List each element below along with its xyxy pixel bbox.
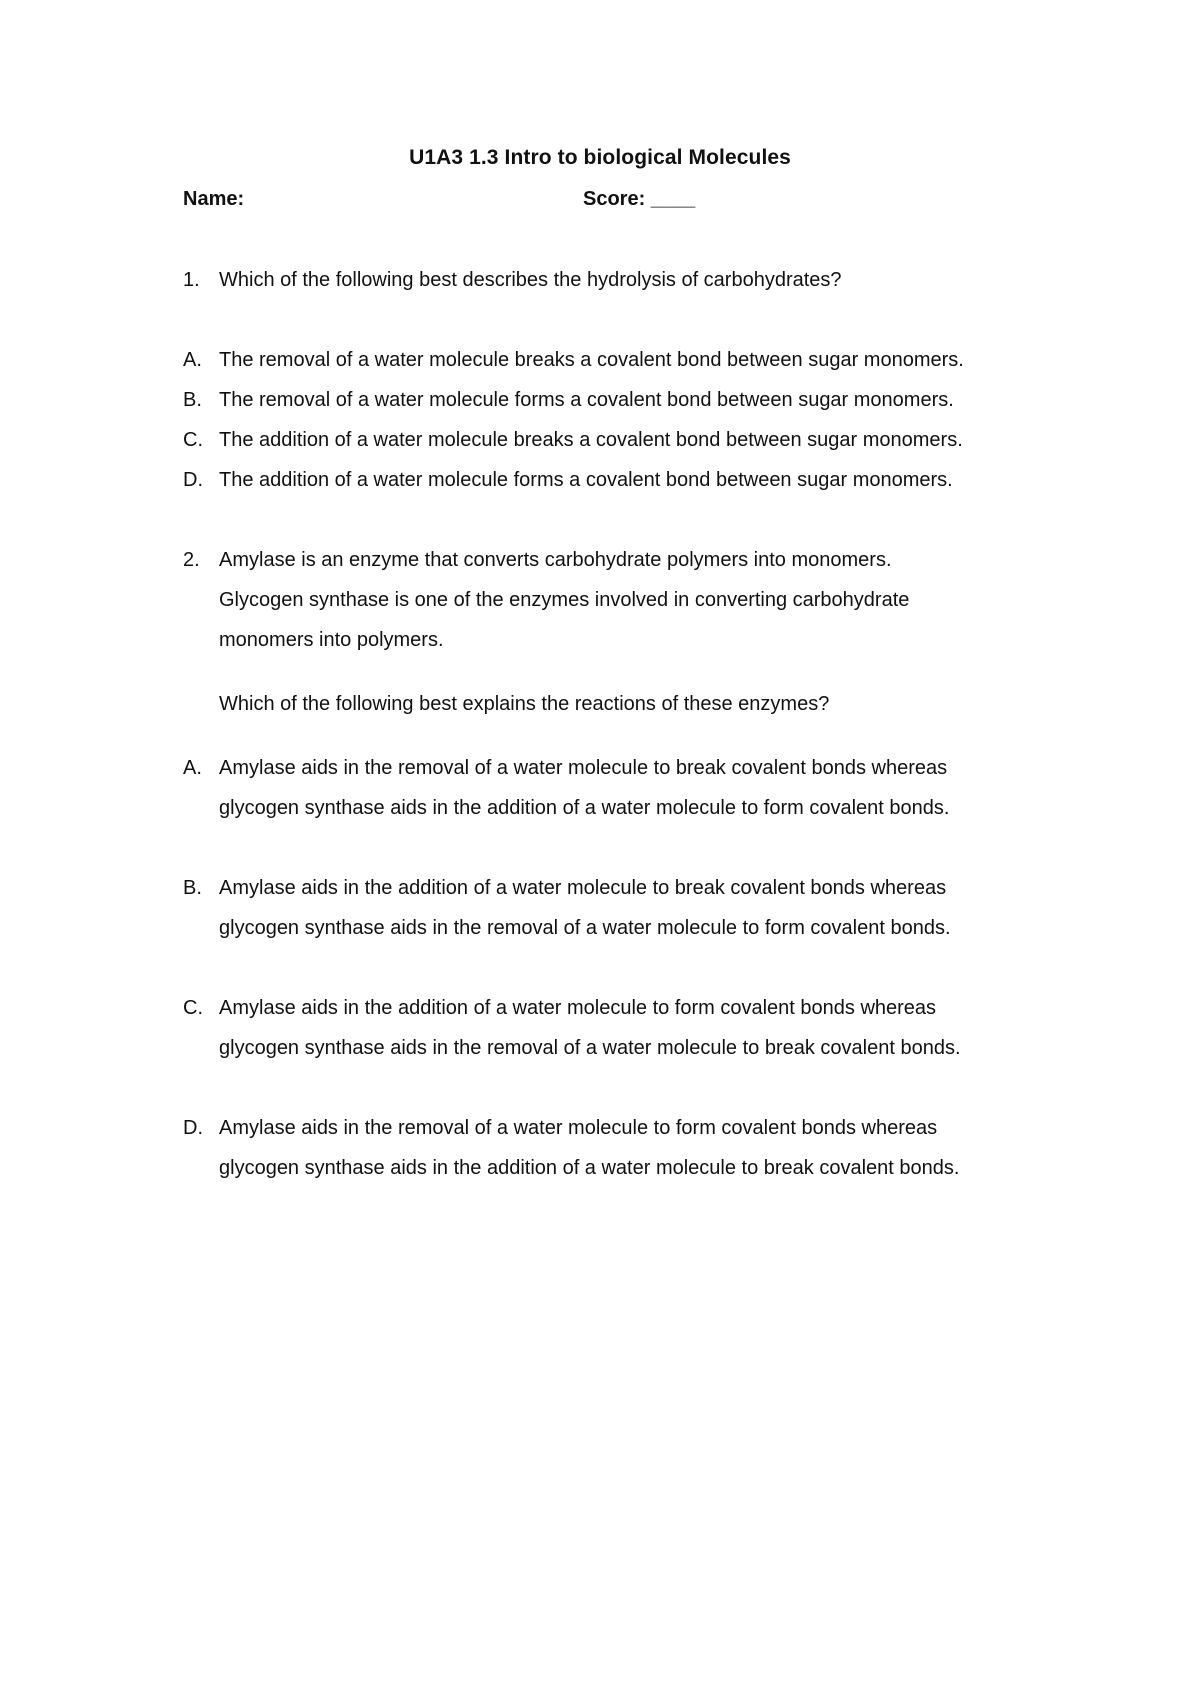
name-score-row bbox=[183, 188, 743, 211]
question-1-option-a bbox=[183, 340, 1063, 380]
question-2-option-c bbox=[183, 988, 1063, 1068]
option-letter: C. bbox=[183, 997, 203, 1019]
option-text-line: Amylase aids in the removal of a water molecule to form covalent bonds whereas bbox=[219, 1117, 938, 1139]
question-1-option-b bbox=[183, 380, 1063, 420]
option-letter: D. bbox=[183, 1117, 203, 1139]
question-1-number: 1. bbox=[183, 269, 200, 291]
question-1-prompt bbox=[183, 260, 1063, 300]
option-text: The addition of a water molecule breaks a covalent bond between sugar monomers. bbox=[219, 429, 963, 451]
page-title: U1A3 1.3 Intro to biological Molecules bbox=[409, 146, 791, 169]
option-letter: A. bbox=[183, 757, 202, 779]
option-text-line: glycogen synthase aids in the addition of a water molecule to form covalent bonds. bbox=[219, 797, 950, 819]
option-text-line: glycogen synthase aids in the addition of a water molecule to break covalent bonds. bbox=[219, 1157, 960, 1179]
question-2-text-line: Glycogen synthase is one of the enzymes involved in converting carbohydrate bbox=[219, 589, 910, 611]
option-text: The removal of a water molecule forms a covalent bond between sugar monomers. bbox=[219, 389, 954, 411]
name-label: Name: bbox=[183, 188, 245, 210]
option-letter: C. bbox=[183, 429, 203, 451]
option-text-line: Amylase aids in the addition of a water molecule to form covalent bonds whereas bbox=[219, 997, 937, 1019]
question-2-prompt bbox=[183, 540, 1063, 660]
option-text-line: glycogen synthase aids in the removal of a water molecule to form covalent bonds. bbox=[219, 917, 951, 939]
question-2-option-d bbox=[183, 1108, 1063, 1188]
question-1-option-c bbox=[183, 420, 1063, 460]
option-letter: B. bbox=[183, 389, 202, 411]
option-letter: A. bbox=[183, 349, 202, 371]
option-letter: D. bbox=[183, 469, 203, 491]
question-2-option-a bbox=[183, 748, 1063, 828]
option-text: The removal of a water molecule breaks a covalent bond between sugar monomers. bbox=[219, 349, 964, 371]
question-2-number: 2. bbox=[183, 549, 200, 571]
option-text-line: Amylase aids in the addition of a water molecule to break covalent bonds whereas bbox=[219, 877, 947, 899]
option-text-line: glycogen synthase aids in the removal of a water molecule to break covalent bonds. bbox=[219, 1037, 961, 1059]
question-2-subprompt bbox=[183, 684, 1063, 724]
question-2-option-b bbox=[183, 868, 1063, 948]
option-text: The addition of a water molecule forms a covalent bond between sugar monomers. bbox=[219, 469, 953, 491]
question-2-text-line: Amylase is an enzyme that converts carbohydrate polymers into monomers. bbox=[219, 549, 892, 571]
question-2-text-line: monomers into polymers. bbox=[219, 629, 444, 651]
question-1-option-d bbox=[183, 460, 1063, 500]
option-letter: B. bbox=[183, 877, 202, 899]
option-text-line: Amylase aids in the removal of a water molecule to break covalent bonds whereas bbox=[219, 757, 948, 779]
question-2-subprompt-text: Which of the following best explains the reactions of these enzymes? bbox=[219, 693, 830, 715]
question-1-text: Which of the following best describes the hydrolysis of carbohydrates? bbox=[219, 269, 842, 291]
score-label: Score: ____ bbox=[583, 188, 696, 210]
